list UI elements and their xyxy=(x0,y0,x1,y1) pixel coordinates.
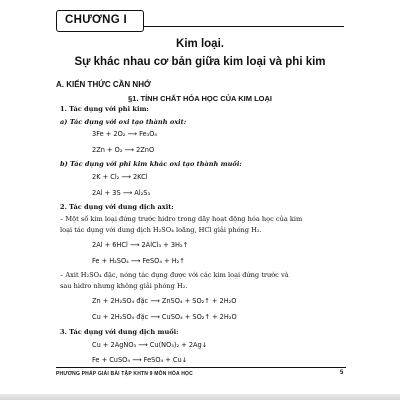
page-edge xyxy=(0,394,400,400)
paragraph-line-1: – Một số kim loại đứng trước hidro trong dãy hoạt động hóa học của kim xyxy=(60,215,303,223)
page-number: 5 xyxy=(340,370,344,376)
chapter-label: CHƯƠNG I xyxy=(56,10,144,32)
title-line-1: Kim loại. xyxy=(176,38,224,50)
chapter-rule xyxy=(144,26,344,27)
equation-9: Cu + 2AgNO₃ ⟶ Cu(NO₃)₂ + 2Ag↓ xyxy=(92,341,208,349)
heading-2: 2. Tác dụng với dung dịch axit: xyxy=(60,203,174,211)
equation-8: Cu + 2H₂SO₄ đặc ⟶ CuSO₄ + SO₂↑ + 2H₂O xyxy=(92,313,237,321)
title-line-2: Sự khác nhau cơ bản giữa kim loại và phi kim xyxy=(74,56,326,68)
equation-4: 2Al + 3S ⟶ Al₂S₃ xyxy=(92,189,151,197)
section-a-heading: A. KIẾN THỨC CẦN NHỚ xyxy=(56,80,151,89)
equation-5: 2Al + 6HCl ⟶ 2AlCl₃ + 3H₂↑ xyxy=(92,241,189,249)
equation-2: 2Zn + O₂ ⟶ 2ZnO xyxy=(92,146,155,154)
paragraph-line-2: loại tác dụng với dung dịch H₂SO₄ loãng, HCl giải phóng H₂. xyxy=(60,226,262,234)
equation-6: Fe + H₂SO₄ ⟶ FeSO₄ + H₂↑ xyxy=(92,257,185,265)
heading-3: 3. Tác dụng với dung dịch muối: xyxy=(60,328,179,336)
equation-3: 2K + Cl₂ ⟶ 2KCl xyxy=(92,173,148,181)
heading-1b: b) Tác dụng với phi kim khác oxi tạo thành muối: xyxy=(60,160,242,168)
equation-10: Fe + CuSO₄ ⟶ FeSO₄ + Cu↓ xyxy=(92,356,188,364)
heading-1a: a) Tác dụng với oxi tạo thành oxit: xyxy=(60,118,187,126)
heading-1: 1. Tác dụng với phi kim: xyxy=(60,105,149,113)
equation-1: 3Fe + 2O₂ ⟶ Fe₃O₄ xyxy=(92,130,158,138)
section-1-heading: §1. TÍNH CHẤT HÓA HỌC CỦA KIM LOẠI xyxy=(127,94,273,103)
equation-7: Zn + 2H₂SO₄ đặc ⟶ ZnSO₄ + SO₂↑ + 2H₂O xyxy=(92,297,237,305)
paragraph-line-4: sau hidro nhưng không giải phóng H₂. xyxy=(60,282,188,290)
footer-text: PHƯƠNG PHÁP GIẢI BÀI TẬP KHTN 9 MÔN HÓA HỌC xyxy=(56,371,193,377)
footer-rule xyxy=(56,367,346,368)
paragraph-line-3: – Axit H₂SO₄ đặc, nóng tác dụng được với các kim loại đứng trước và xyxy=(60,271,289,279)
